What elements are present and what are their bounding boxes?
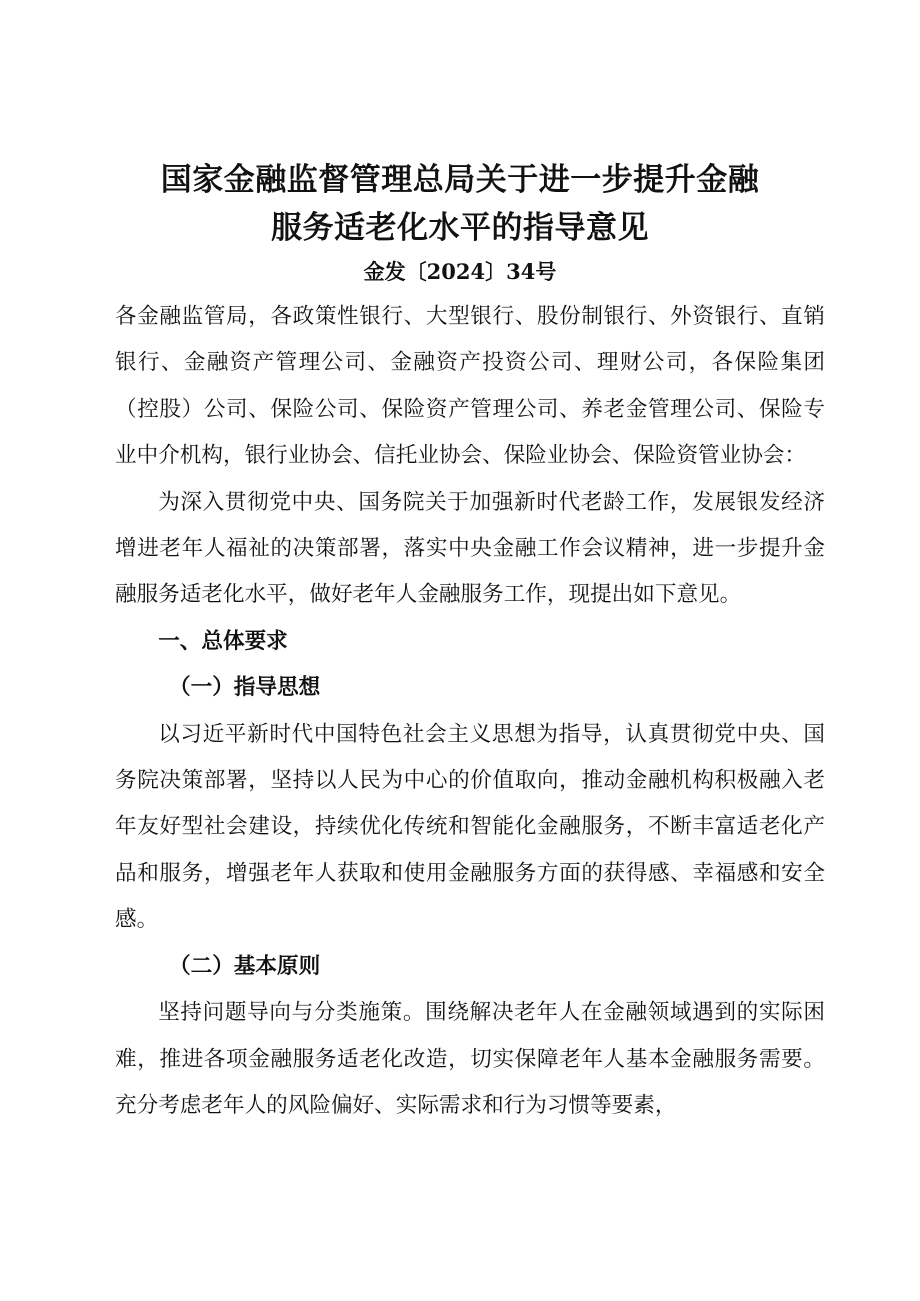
subsection-heading-basic-principles: （二）基本原则 bbox=[169, 953, 321, 979]
section-heading-general-requirements: 一、总体要求 bbox=[158, 628, 288, 654]
intro-paragraph: 为深入贯彻党中央、国务院关于加强新时代老龄工作，发展银发经济增进老年人福祉的决策部署，落实中央金融工作会议精神，进一步提升金融服务适老化水平，做好老年人金融服务工作，现提出如下意见。 bbox=[115, 489, 825, 608]
addressees-paragraph: 各金融监管局，各政策性银行、大型银行、股份制银行、外资银行、直销银行、金融资产管理公司、金融资产投资公司、理财公司，各保险集团（控股）公司、保险公司、保险资产管理公司、养老金管理公司、保险专业中介机构，银行业协会、信托业协会、保险业协会、保险资管业协会： bbox=[115, 304, 825, 469]
document-title-line-2: 服务适老化水平的指导意见 bbox=[271, 210, 649, 246]
document-body bbox=[115, 294, 825, 1129]
document-title-line-1: 国家金融监督管理总局关于进一步提升金融 bbox=[160, 162, 760, 198]
subsection-heading-guiding-thought: （一）指导思想 bbox=[169, 675, 321, 701]
document-number: 金发〔2024〕34号 bbox=[363, 259, 557, 284]
basic-principles-paragraph: 坚持问题导向与分类施策。围绕解决老年人在金融领域遇到的实际困难，推进各项金融服务适老化改造，切实保障老年人基本金融服务需要。充分考虑老年人的风险偏好、实际需求和行为习惯等要素， bbox=[115, 1000, 825, 1118]
guiding-thought-paragraph: 以习近平新时代中国特色社会主义思想为指导，认真贯彻党中央、国务院决策部署，坚持以人民为中心的价值取向，推动金融机构积极融入老年友好型社会建设，持续优化传统和智能化金融服务，不断丰富适老化产品和服务，增强老年人获取和使用金融服务方面的获得感、幸福感和安全感。 bbox=[115, 721, 825, 933]
